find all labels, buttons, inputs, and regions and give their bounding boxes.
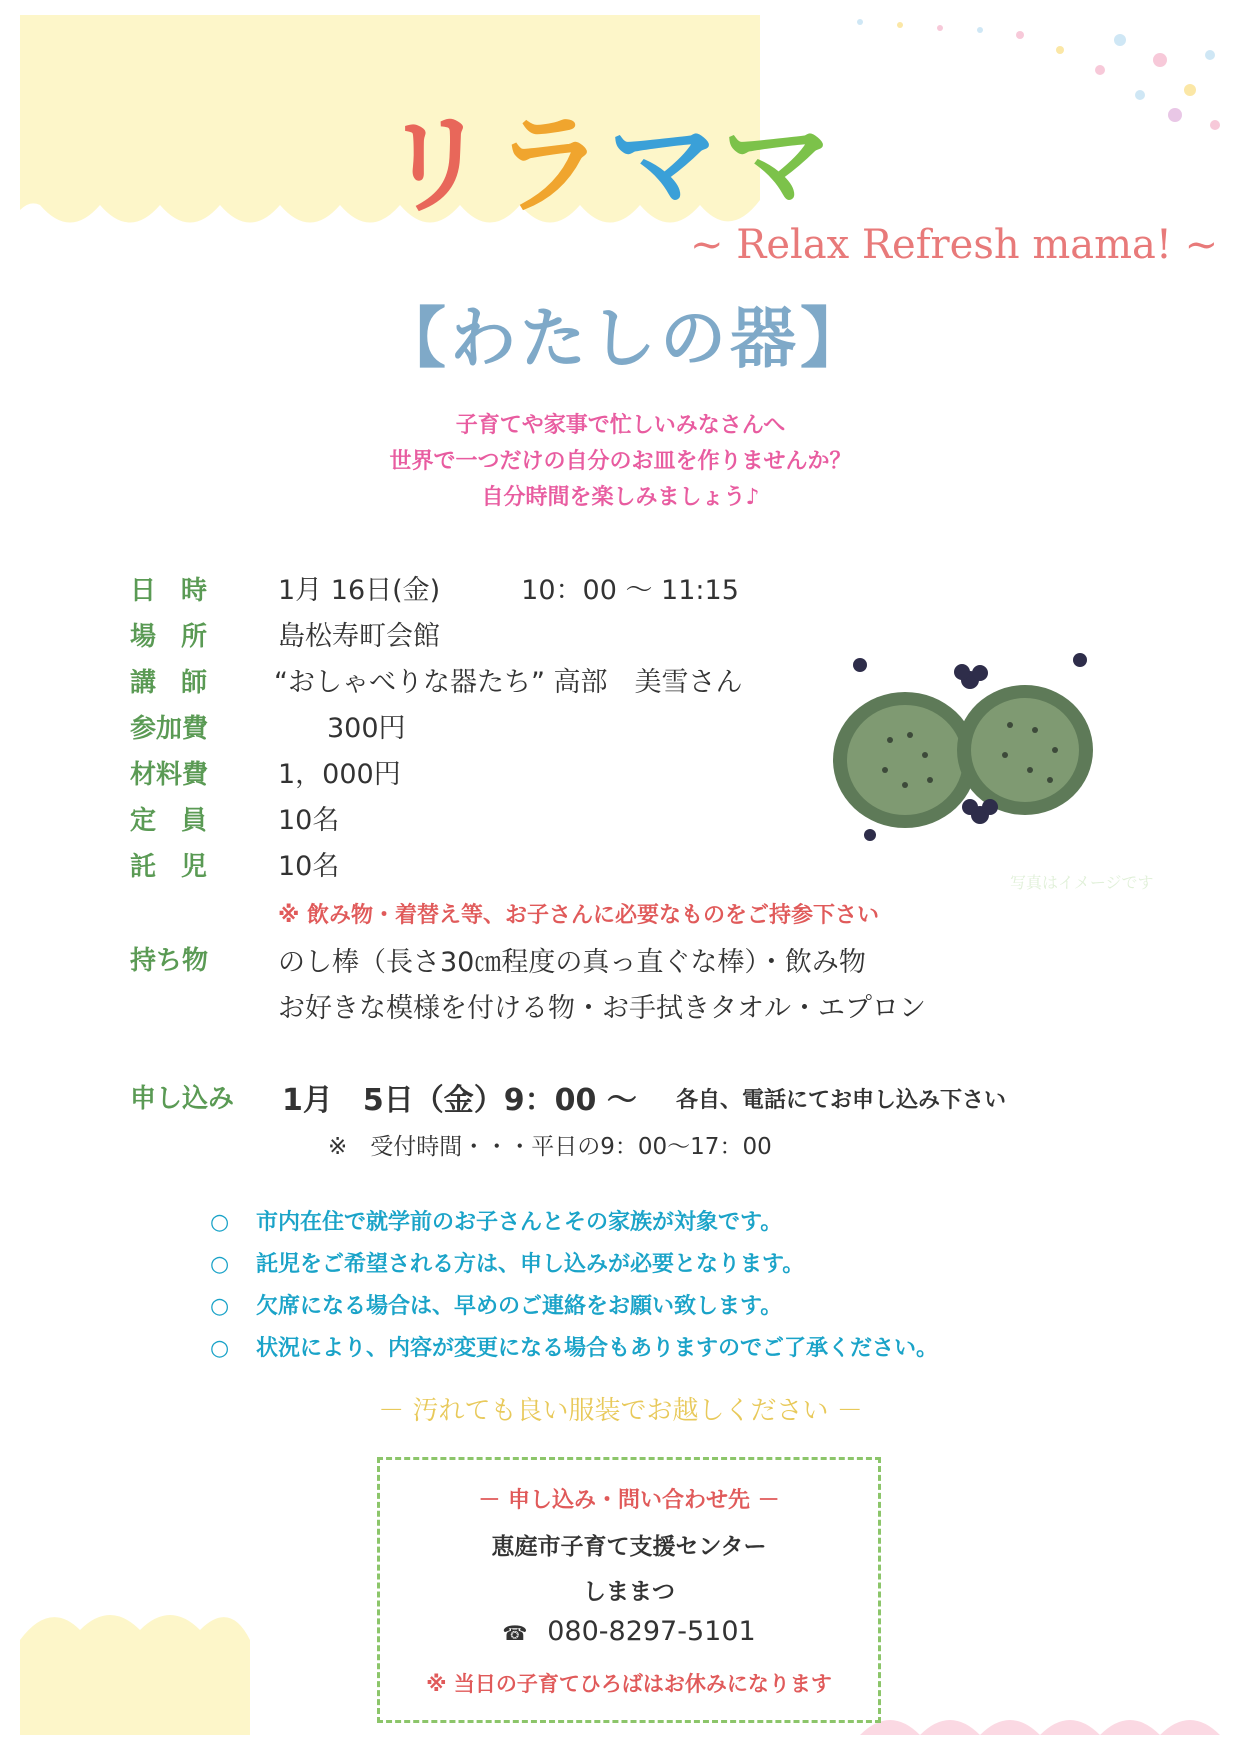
- detail-label-childcare: 託 児: [130, 852, 216, 882]
- title-char-3: マ: [608, 101, 722, 229]
- belongings-label: 持ち物: [130, 946, 209, 976]
- bullet-item: [210, 1331, 938, 1362]
- application-hours-note: ※ 受付時間・・・平日の9：00～17：00: [328, 1134, 772, 1160]
- contact-org: 恵庭市子育て支援センター: [491, 1534, 767, 1560]
- event-heading: 【わたしの器】: [380, 300, 870, 377]
- intro-line-3: 自分時間を楽しみましょう♪: [481, 485, 760, 510]
- photo-caption: 写真はイメージです: [1010, 873, 1154, 892]
- bullet-text: 欠席になる場合は、早めのご連絡をお願い致します。: [256, 1294, 783, 1319]
- dress-note: － 汚れても良い服装でお越しください －: [378, 1396, 863, 1426]
- bullet-item: [210, 1247, 804, 1278]
- bullet-item: [210, 1289, 782, 1320]
- detail-value-childcare: 10名: [278, 851, 340, 882]
- dot-pattern-top-right: [857, 19, 1220, 130]
- bullet-text: 市内在住で就学前のお子さんとその家族が対象です。: [256, 1210, 783, 1235]
- intro-line-2: 世界で一つだけの自分のお皿を作りませんか？: [389, 449, 852, 474]
- application-method: 各自、電話にてお申し込み下さい: [676, 1088, 1007, 1113]
- contact-closed-note: ※ 当日の子育てひろばはお休みになります: [426, 1672, 832, 1696]
- application-date: 1月 5日（金）9：00 ～: [282, 1083, 637, 1118]
- detail-value-capacity: 10名: [278, 805, 340, 836]
- detail-label-fee: 参加費: [130, 714, 209, 744]
- plates-photo: [830, 645, 1110, 845]
- bullet-mark: ○: [210, 1210, 230, 1235]
- contact-heading: － 申し込み・問い合わせ先 －: [478, 1488, 780, 1513]
- detail-value-fee: 300円: [300, 713, 406, 744]
- detail-value-place: 島松寿町会館: [278, 621, 440, 652]
- title-char-4: マ: [722, 101, 836, 229]
- bullet-text: 託児をご希望される方は、申し込みが必要となります。: [256, 1252, 805, 1277]
- subtitle: ~ Relax Refresh mama! ~: [690, 222, 1219, 268]
- application-label: 申し込み: [130, 1084, 235, 1114]
- bullet-text: 状況により、内容が変更になる場合もありますのでご了承ください。: [256, 1336, 939, 1361]
- detail-label-instructor: 講 師: [130, 668, 216, 698]
- detail-label-capacity: 定 員: [130, 806, 216, 836]
- bullet-mark: ○: [210, 1294, 230, 1319]
- phone-icon: ☎: [502, 1621, 528, 1645]
- detail-value-datetime: 1月 16日(金) 10：00 ～ 11:15: [278, 575, 739, 606]
- detail-label-place: 場 所: [130, 622, 216, 652]
- contact-phone[interactable]: 080-8297-5101: [547, 1616, 756, 1647]
- contact-name: しままつ: [583, 1579, 675, 1605]
- title-char-1: リ: [380, 101, 494, 229]
- childcare-note: ※ 飲み物・着替え等、お子さんに必要なものをご持参下さい: [278, 903, 880, 928]
- detail-value-material: 1，000円: [278, 759, 401, 790]
- bullet-mark: ○: [210, 1336, 230, 1361]
- detail-label-material: 材料費: [130, 760, 209, 790]
- bullet-mark: ○: [210, 1252, 230, 1277]
- bullet-item: [210, 1205, 782, 1236]
- intro-line-1: 子育てや家事で忙しいみなさんへ: [455, 413, 786, 438]
- detail-label-datetime: 日 時: [130, 576, 216, 606]
- title-main: [380, 101, 836, 229]
- title-char-2: ラ: [494, 101, 608, 229]
- belongings-line-1: のし棒（長さ30㎝程度の真っ直ぐな棒）・飲み物: [278, 947, 866, 978]
- detail-value-instructor: “おしゃべりな器たち” 高部 美雪さん: [274, 667, 743, 698]
- contact-phone-row: [377, 1616, 881, 1647]
- belongings-line-2: お好きな模様を付ける物・お手拭きタオル・エプロン: [278, 993, 926, 1024]
